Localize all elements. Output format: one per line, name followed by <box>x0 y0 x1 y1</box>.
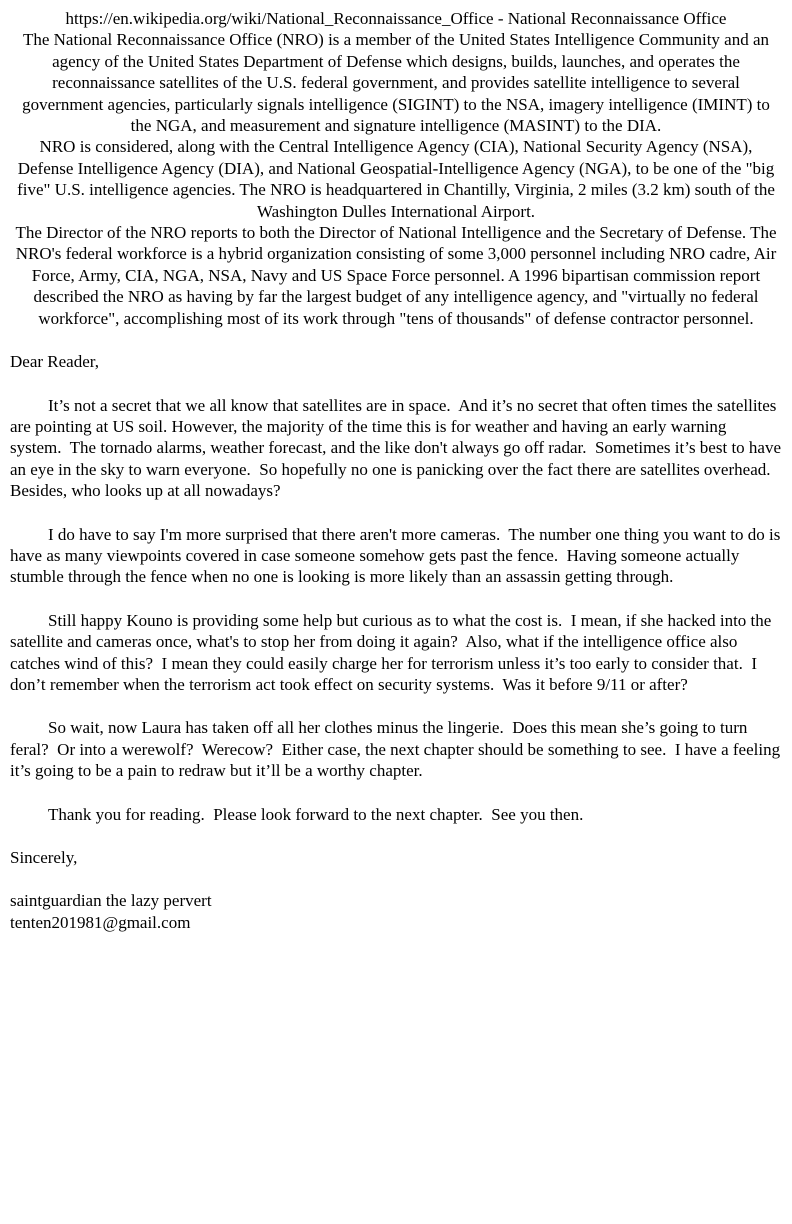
wiki-paragraph-2: NRO is considered, along with the Central Intelligence Agency (CIA), National Security Agency (NSA), Defense Intelligence Agency (DIA), and National Geospatial-Intelligence Agency (NGA), to be one of the "big five" U.S. intelligence agencies. The NRO is headquartered in Chantilly, Virginia, 2 miles (3.2 km) south of the Washington Dulles International Airport. <box>17 137 779 221</box>
wiki-paragraph-3: The Director of the NRO reports to both the Director of National Intelligence and the Secretary of Defense. The NRO's federal workforce is a hybrid organization consisting of some 3,000 personnel including NRO cadre, Air Force, Army, CIA, NGA, NSA, Navy and US Space Force personnel. A 1996 bipartisan commission report described the NRO as having by far the largest budget of any intelligence agency, and "virtually no federal workforce", accomplishing most of its work through "tens of thousands" of defense contractor personnel. <box>15 223 781 328</box>
letter-closing: Sincerely, <box>10 848 78 867</box>
letter-paragraph-3: Still happy Kouno is providing some help but curious as to what the cost is. I mean, if she hacked into the satellite and cameras once, what's to stop her from doing it again? Also, what if the intelligence office also catches wind of this? I mean they could easily charge her for terrorism unless it’s too early to consider that. I don’t remember when the terrorism act took effect on security systems. Was it before 9/11 or after? <box>10 610 776 694</box>
letter-signature-email: tenten201981@gmail.com <box>10 912 191 932</box>
letter-block <box>10 351 786 933</box>
letter-paragraph-5: Thank you for reading. Please look forward to the next chapter. See you then. <box>48 804 584 824</box>
letter-salutation: Dear Reader, <box>10 352 99 372</box>
letter-signature-name: saintguardian the lazy pervert <box>10 891 212 911</box>
wiki-paragraph-1: The National Reconnaissance Office (NRO) is a member of the United States Intelligence Community and an agency of the United States Department of Defense which designs, builds, launches, and operates the reconnaissance satellites of the U.S. federal government, and provides satellite intelligence to several government agencies, particularly signals intelligence (SIGINT) to the NSA, imagery intelligence (IMINT) to the NGA, and measurement and signature intelligence (MASINT) to the DIA. <box>22 30 775 136</box>
wiki-source-line: https://en.wikipedia.org/wiki/National_Reconnaissance_Office - National Reconnaissance Office <box>65 9 727 28</box>
letter-paragraph-4: So wait, now Laura has taken off all her clothes minus the lingerie. Does this mean she’s going to turn feral? Or into a werewolf? Werecow? Either case, the next chapter should be something to see. I have a feeling it’s going to be a pain to redraw but it’ll be a worthy chapter. <box>10 718 785 781</box>
letter-paragraph-1: It’s not a secret that we all know that satellites are in space. And it’s no secret that often times the satellites are pointing at US soil. However, the majority of the time this is for weather and having an early warning system. The tornado alarms, weather forecast, and the like don't always go off radar. Sometimes it’s best to have an eye in the sky to warn everyone. So hopefully no one is panicking over the fact there are satellites overhead. Besides, who looks up at all nowadays? <box>10 395 786 501</box>
wiki-excerpt-block <box>10 8 782 329</box>
letter-paragraph-2: I do have to say I'm more surprised that there aren't more cameras. The number one thing you want to do is have as many viewpoints covered in case someone somehow gets past the fence. Having someone actually stumble through the fence when no one is looking is more likely than an assassin getting through. <box>10 524 785 587</box>
